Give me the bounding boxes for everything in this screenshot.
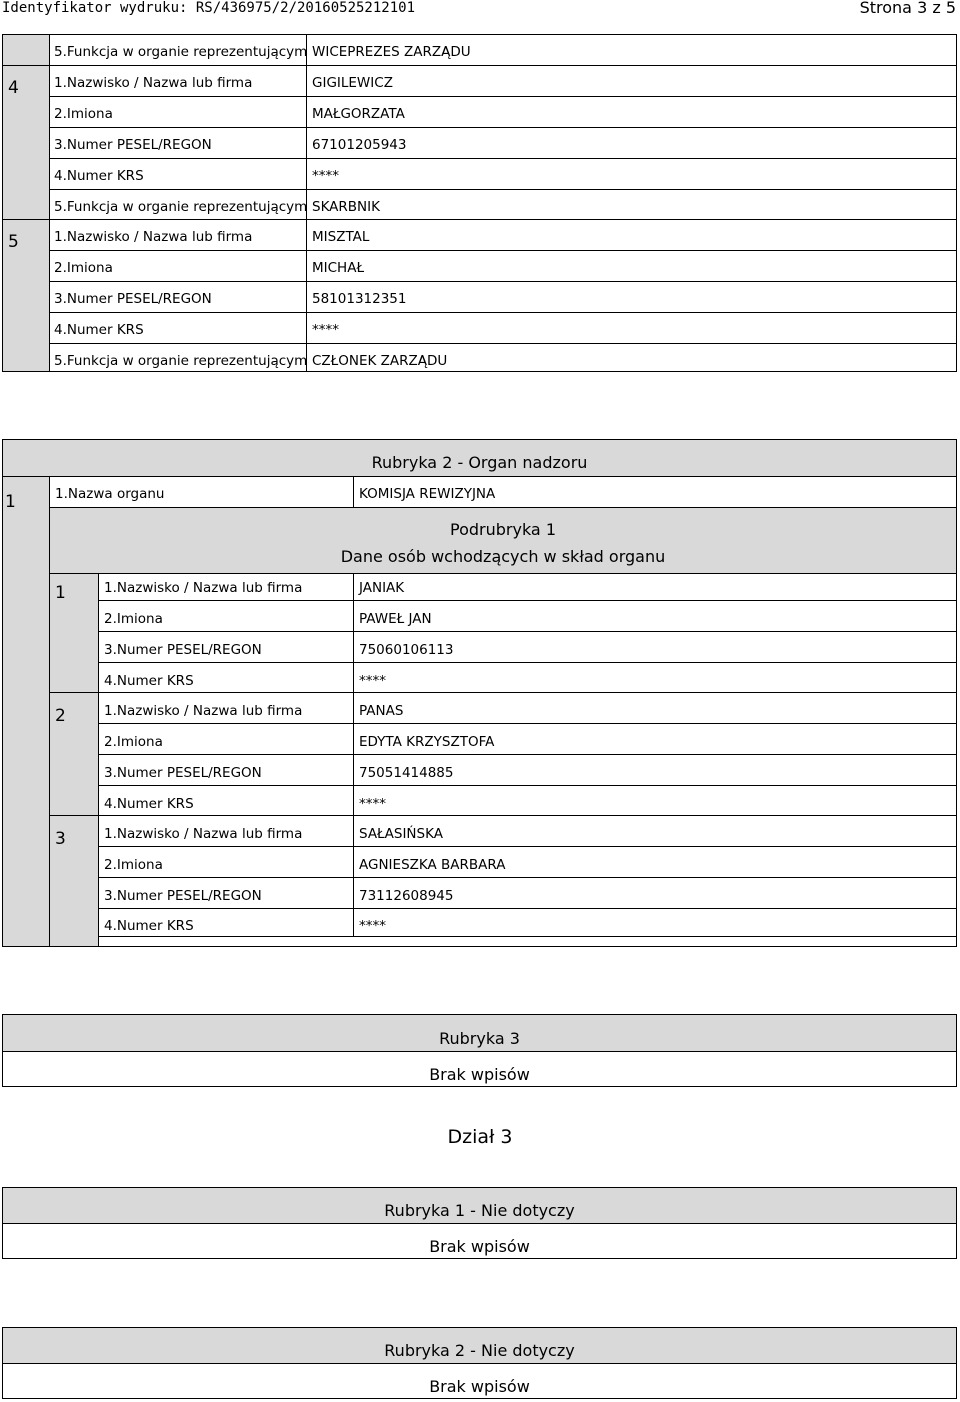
field-value: MAŁGORZATA bbox=[312, 106, 405, 122]
field-value: **** bbox=[312, 322, 339, 338]
field-label: 3.Numer PESEL/REGON bbox=[104, 888, 262, 904]
entry-number: 5 bbox=[8, 232, 19, 252]
person-number: 2 bbox=[55, 706, 66, 726]
field-value: SKARBNIK bbox=[312, 199, 380, 215]
field-value: WICEPREZES ZARZĄDU bbox=[312, 44, 471, 60]
subsection-title: Podrubryka 1 bbox=[450, 520, 556, 539]
field-value: AGNIESZKA BARBARA bbox=[359, 857, 506, 873]
field-value: 73112608945 bbox=[359, 888, 454, 904]
part-heading: Dział 3 bbox=[447, 1126, 513, 1148]
field-label: 4.Numer KRS bbox=[54, 168, 144, 184]
person-number: 1 bbox=[55, 583, 66, 603]
field-value: PANAS bbox=[359, 703, 404, 719]
entry-number: 4 bbox=[8, 78, 19, 98]
field-label: 1.Nazwisko / Nazwa lub firma bbox=[54, 75, 253, 91]
field-label: 4.Numer KRS bbox=[104, 918, 194, 934]
representatives-table bbox=[2, 34, 957, 372]
section-title: Rubryka 2 - Nie dotyczy bbox=[384, 1341, 575, 1360]
field-value: **** bbox=[312, 168, 339, 184]
field-label: 3.Numer PESEL/REGON bbox=[104, 642, 262, 658]
field-value: SAŁASIŃSKA bbox=[359, 826, 443, 842]
field-value: 67101205943 bbox=[312, 137, 407, 153]
dzial3-rubryka-2-section bbox=[2, 1327, 957, 1399]
print-identifier: Identyfikator wydruku: RS/436975/2/20160525212101 bbox=[2, 0, 416, 16]
field-label: 5.Funkcja w organie reprezentującym bbox=[54, 44, 308, 60]
field-label: 4.Numer KRS bbox=[54, 322, 144, 338]
field-value: CZŁONEK ZARZĄDU bbox=[312, 353, 448, 369]
field-label: 2.Imiona bbox=[104, 611, 163, 627]
field-label: 1.Nazwisko / Nazwa lub firma bbox=[104, 826, 303, 842]
field-value: MISZTAL bbox=[312, 229, 370, 245]
field-label: 2.Imiona bbox=[54, 260, 113, 276]
field-label: 2.Imiona bbox=[104, 857, 163, 873]
field-value: **** bbox=[359, 918, 386, 934]
field-value: **** bbox=[359, 673, 386, 689]
field-label: 5.Funkcja w organie reprezentującym bbox=[54, 199, 308, 215]
section-body: Brak wpisów bbox=[429, 1237, 530, 1256]
field-value: 75060106113 bbox=[359, 642, 454, 658]
field-value: PAWEŁ JAN bbox=[359, 611, 432, 627]
field-value: MICHAŁ bbox=[312, 260, 365, 276]
supervisory-body-section bbox=[2, 439, 957, 947]
field-label: 2.Imiona bbox=[54, 106, 113, 122]
field-value: 75051414885 bbox=[359, 765, 454, 781]
field-label: 3.Numer PESEL/REGON bbox=[54, 137, 212, 153]
field-value: EDYTA KRZYSZTOFA bbox=[359, 734, 495, 750]
section-title: Rubryka 2 - Organ nadzoru bbox=[371, 453, 588, 472]
section-title: Rubryka 1 - Nie dotyczy bbox=[384, 1201, 575, 1220]
section-title: Rubryka 3 bbox=[439, 1029, 520, 1048]
field-label: 1.Nazwisko / Nazwa lub firma bbox=[104, 580, 303, 596]
field-value: 58101312351 bbox=[312, 291, 407, 307]
section-body: Brak wpisów bbox=[429, 1377, 530, 1396]
field-label: 5.Funkcja w organie reprezentującym bbox=[54, 353, 308, 369]
field-label: 3.Numer PESEL/REGON bbox=[104, 765, 262, 781]
dzial3-rubryka-1-section bbox=[2, 1187, 957, 1259]
field-label: 4.Numer KRS bbox=[104, 673, 194, 689]
field-label: 1.Nazwisko / Nazwa lub firma bbox=[54, 229, 253, 245]
field-value: JANIAK bbox=[359, 580, 405, 596]
field-value: **** bbox=[359, 796, 386, 812]
field-value: GIGILEWICZ bbox=[312, 75, 393, 91]
section-body: Brak wpisów bbox=[429, 1065, 530, 1084]
field-label: 3.Numer PESEL/REGON bbox=[54, 291, 212, 307]
field-label: 1.Nazwa organu bbox=[55, 486, 165, 502]
field-label: 2.Imiona bbox=[104, 734, 163, 750]
person-number: 3 bbox=[55, 829, 66, 849]
page-number: Strona 3 z 5 bbox=[859, 0, 956, 17]
subsection-subtitle: Dane osób wchodzących w skład organu bbox=[340, 547, 666, 566]
entry-number: 1 bbox=[5, 492, 16, 512]
field-value: KOMISJA REWIZYJNA bbox=[359, 486, 496, 502]
rubryka-3-section bbox=[2, 1014, 957, 1087]
field-label: 4.Numer KRS bbox=[104, 796, 194, 812]
field-label: 1.Nazwisko / Nazwa lub firma bbox=[104, 703, 303, 719]
